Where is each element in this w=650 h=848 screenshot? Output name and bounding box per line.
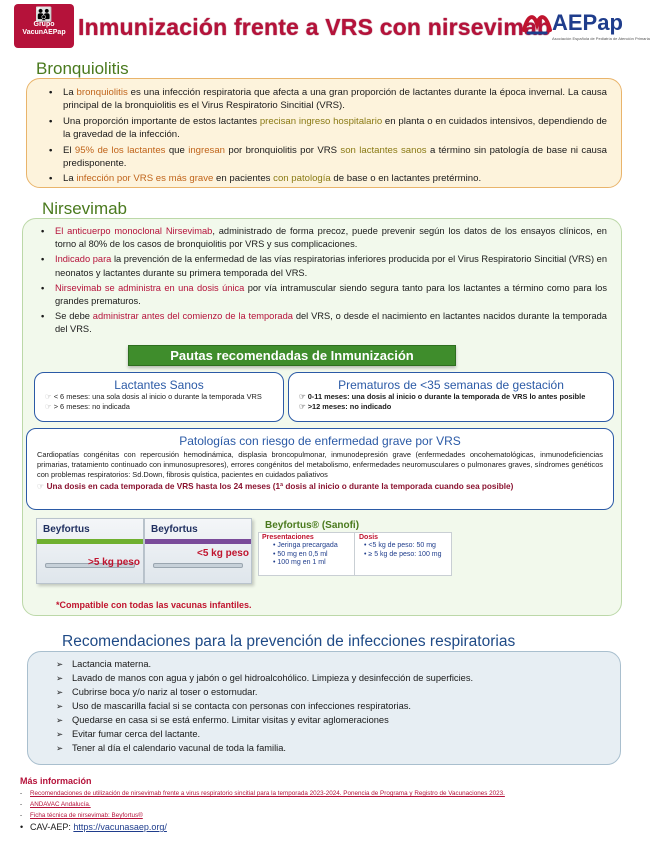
- nirsevimab-list: [23, 219, 621, 337]
- list-item: ➢ Quedarse en casa si se está enfermo. Limitar visitas y evitar aglomeraciones: [58, 713, 610, 727]
- beyfortus-box-image: [36, 518, 144, 584]
- product-name: Beyfortus: [43, 524, 90, 535]
- vacunaepap-logo: [14, 4, 74, 48]
- card-line: ☞ > 6 meses: no indicada: [45, 402, 130, 411]
- recomendaciones-list: [28, 652, 620, 755]
- patologias-text: Cardiopatías congénitas con repercusión hemodinámica, displasia broncopulmonar, inmunodepresión grave (enfermedades oncohematológicas, inmunodeficiencias primarias, tratamiento continuado con inmunosupresores), errores congénitos del metabolismo, enfermedades neuromusculares o pulmonares graves, síndromes genéticos con problemas respiratorios: Sd.Down, fibrosis quística, pacientes en cuidados paliativos: [37, 450, 603, 480]
- list-item: • La infección por VRS es más grave en pacientes con patología de base o en lactantes pretérmino.: [49, 172, 607, 185]
- list-item: • Una proporción importante de estos lactantes precisan ingreso hospitalario en planta o en cuidados intensivos, dependiendo de la gravedad de la infección.: [49, 115, 607, 142]
- list-item: • Indicado para la prevención de la enfermedad de las vías respiratorias inferiores producida por el Virus Respiratorio Sincitial (VRS) en neonatos y lactantes durante su primera temporada del VRS.: [41, 253, 607, 279]
- card-line: ☞ < 6 meses: una sola dosis al inicio o durante la temporada VRS: [45, 392, 262, 401]
- aepap-mark-icon: [522, 10, 552, 36]
- list-item: • El 95% de los lactantes que ingresan por bronquiolitis por VRS son lactantes sanos a término sin patología de base ni causa predisponente.: [49, 144, 607, 171]
- table-cell: • <5 kg de peso: 50 mg: [364, 542, 436, 549]
- family-icon: 👪: [35, 6, 53, 22]
- list-item: ➢ Uso de mascarilla facial si se contacta con personas con infecciones respiratorias.: [58, 699, 610, 713]
- weight-label-under-5: <5 kg peso: [197, 548, 249, 559]
- card-title: Patologías con riesgo de enfermedad grave por VRS: [179, 434, 461, 448]
- pautas-banner: Pautas recomendadas de Inmunización: [128, 345, 456, 366]
- presentaciones-header: Presentaciones: [262, 534, 314, 541]
- list-item: • Se debe administrar antes del comienzo de la temporada del VRS, o desde el nacimiento en lactantes nacidos durante la temporada del VRS.: [41, 310, 607, 336]
- product-stripe: [145, 539, 251, 544]
- weight-label-over-5: >5 kg peso: [88, 557, 140, 568]
- card-line: ☞ >12 meses: no indicado: [299, 402, 392, 411]
- references-list: [20, 788, 505, 833]
- reference-link[interactable]: - Ficha técnica de nirsevimab: Beyfortus®: [20, 810, 505, 821]
- compatibility-note: *Compatible con todas las vacunas infantiles.: [56, 600, 252, 610]
- aepap-logo: [522, 8, 650, 44]
- beyfortus-title: Beyfortus® (Sanofi): [265, 520, 360, 531]
- pointing-hand-icon: ☞: [45, 392, 54, 401]
- list-item: ➢ Cubrirse boca y/o nariz al toser o estornudar.: [58, 685, 610, 699]
- card-line: ☞ 0-11 meses: una dosis al inicio o durante la temporada de VRS lo antes posible: [299, 392, 586, 401]
- dosis-header: Dosis: [359, 534, 379, 541]
- pointing-hand-icon: ☞: [37, 481, 47, 491]
- product-stripe: [37, 539, 143, 544]
- prematuros-card: [288, 372, 614, 422]
- reference-link[interactable]: - ANDAVAC Andalucía.: [20, 799, 505, 810]
- beyfortus-table: [258, 532, 452, 576]
- pointing-hand-icon: ☞: [299, 402, 308, 411]
- product-name: Beyfortus: [151, 524, 198, 535]
- aepap-logo-subtitle: Asociación Española de Pediatría de Atención Primaria: [552, 36, 650, 41]
- list-item: • La bronquiolitis es una infección respiratoria que afecta a una gran proporción de lactantes durante la época invernal. La causa principal de la bronquiolitis es el Virus Respiratorio Sincitial (VRS).: [49, 86, 607, 113]
- table-cell: • ≥ 5 kg de peso: 100 mg: [364, 550, 442, 558]
- card-title: Prematuros de <35 semanas de gestación: [338, 378, 564, 392]
- list-item: • Nirsevimab se administra en una dosis única por vía intramuscular siendo segura tanto para los lactantes a término como para los grandes prematuros.: [41, 282, 607, 308]
- presentaciones-column: [259, 533, 355, 575]
- reference-link[interactable]: - Recomendaciones de utilización de nirsevimab frente a virus respiratorio sincitial para la temporada 2023-2024. Ponencia de Programa y Registro de Vacunaciones 2023.: [20, 788, 505, 799]
- bronquiolitis-heading: Bronquiolitis: [36, 59, 129, 78]
- bronquiolitis-list: [27, 79, 621, 186]
- list-item: ➢ Lavado de manos con agua y jabón o gel hidroalcohólico. Limpieza y desinfección de superficies.: [58, 671, 610, 685]
- recomendaciones-box: [27, 651, 621, 765]
- recomendaciones-heading: Recomendaciones para la prevención de infecciones respiratorias: [62, 633, 516, 650]
- table-cell: • 100 mg en 1 ml: [273, 559, 326, 567]
- list-item: ➢ Evitar fumar cerca del lactante.: [58, 727, 610, 741]
- cav-aep-link[interactable]: https://vacunasaep.org/: [73, 822, 167, 832]
- list-item: ➢ Tener al día el calendario vacunal de toda la familia.: [58, 741, 610, 755]
- list-item: • El anticuerpo monoclonal Nirsevimab, administrado de forma precoz, puede prevenir según los datos de los ensayos clínicos, en torno al 80% de los casos de bronquiolitis por VRS y sus complicaciones.: [41, 225, 607, 251]
- cav-aep-item: • CAV-AEP: https://vacunasaep.org/: [20, 821, 505, 833]
- bronquiolitis-box: [26, 78, 622, 188]
- logo-left-line1: Grupo: [33, 21, 55, 28]
- dosis-column: [356, 533, 452, 575]
- logo-left-line2: VacunAEPap: [22, 29, 66, 36]
- pointing-hand-icon: ☞: [45, 402, 54, 411]
- aepap-logo-text: AEPap: [552, 10, 623, 35]
- table-cell: • Jeringa precargada: [273, 542, 338, 549]
- page-title: Inmunización frente a VRS con nirsevimab: [78, 14, 552, 40]
- patologias-dose: ☞ Una dosis en cada temporada de VRS hasta los 24 meses (1ª dosis al inicio o durante la temporada cuando sea posible): [37, 481, 514, 491]
- table-cell: • 50 mg en 0,5 ml: [273, 550, 328, 558]
- list-item: ➢ Lactancia materna.: [58, 657, 610, 671]
- syringe-icon: [153, 563, 243, 568]
- pointing-hand-icon: ☞: [299, 392, 308, 401]
- patologias-card: [26, 428, 614, 510]
- card-title: Lactantes Sanos: [114, 378, 204, 392]
- nirsevimab-heading: Nirsevimab: [42, 199, 128, 218]
- lactantes-sanos-card: [34, 372, 284, 422]
- mas-informacion-heading: Más información: [20, 776, 92, 786]
